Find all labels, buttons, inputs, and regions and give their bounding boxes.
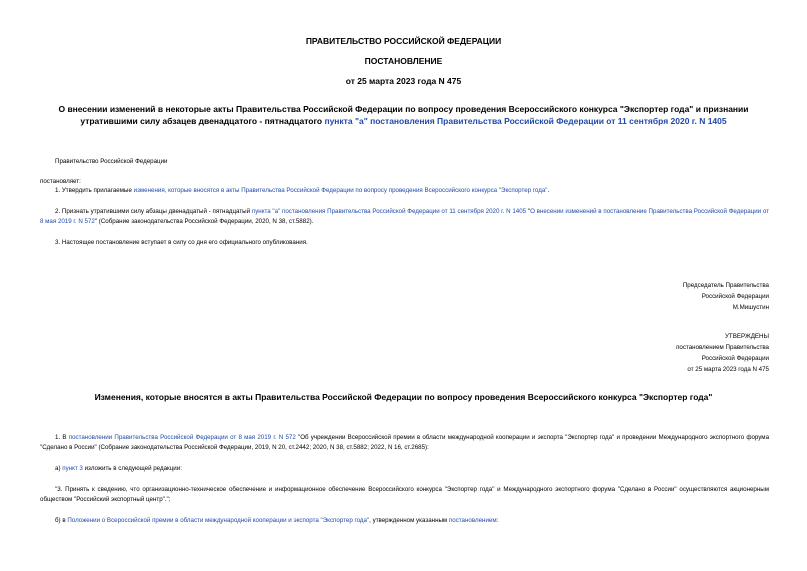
issuer-heading: ПРАВИТЕЛЬСТВО РОССИЙСКОЙ ФЕДЕРАЦИИ (305, 36, 502, 46)
approval-country: Российской Федерации (701, 355, 769, 362)
signature-position: Председатель Правительства (682, 282, 769, 289)
document-title (40, 103, 767, 127)
subitem-b-start: б) в (55, 517, 68, 524)
item-2 (40, 207, 769, 226)
title-text: О внесении изменений в некоторые акты Правительства Российской Федерации по вопросу проведения Всероссийского конкурса "Экспортер года" и признании утратившими силу абзацев двенадцатого - пятнадцатого (58, 104, 749, 126)
item-2-end: " (Собрание законодательства Российской Федерации, 2020, N 38, ст.5882). (94, 217, 314, 225)
subitem-b-text: , утвержденном указанным (369, 517, 449, 524)
changes-item-1-start: 1. В (55, 434, 69, 441)
changes-item-1 (40, 433, 769, 452)
approval-date: от 25 марта 2023 года N 475 (687, 366, 769, 373)
subitem-a-text: изложить в следующей редакции: (82, 465, 182, 472)
signature-block (683, 280, 769, 313)
resolves: постановляет: (40, 178, 81, 185)
item-2-link-2[interactable]: О внесении изменений в постановление Правительства Российской Федерации от 8 мая 2019 г. N 572 (40, 208, 769, 225)
approval-by: постановлением Правительства (676, 344, 769, 351)
item-1-link[interactable]: изменения, которые вносятся в акты Правительства Российской Федерации по вопросу проведения Всероссийского конкурса "Экспортер года" (133, 187, 548, 194)
document-type: ПОСТАНОВЛЕНИЕ (364, 56, 443, 66)
quoted-text: "3. Принять к сведению, что организационно-техническое обеспечение и информационное обеспечение Всероссийского конкурса "Экспортер года" и Международного экспортного форума "Сделано в России" осуществляются акционерным обществом "Российский экспортный центр"."; (40, 486, 769, 503)
approval-block (676, 331, 769, 375)
item-2-text: 2. Признать утратившими силу абзацы двенадцатый - пятнадцатый (55, 208, 252, 215)
signature-name: М.Мишустин (732, 304, 769, 311)
signature-country: Российской Федерации (701, 293, 769, 300)
item-1-text: 1. Утвердить прилагаемые (55, 187, 134, 194)
approval-label: УТВЕРЖДЕНЫ (725, 333, 769, 340)
subitem-b-link[interactable]: Положении о Всероссийской премии в области международной кооперации и экспорта "Экспортер года" (67, 517, 370, 524)
subitem-b (55, 516, 769, 526)
changes-item-1-link[interactable]: постановлении Правительства Российской Федерации от 8 мая 2019 г. N 572 (68, 434, 296, 441)
subitem-a (55, 464, 182, 474)
subitem-a-start: а) (55, 465, 63, 472)
preamble: Правительство Российской Федерации (55, 158, 168, 165)
item-3: 3. Настоящее постановление вступает в силу со дня его официального опубликования. (55, 239, 308, 246)
subitem-a-link[interactable]: пункт 3 (62, 465, 83, 472)
item-1 (55, 186, 769, 196)
item-2-sep: " (526, 208, 531, 215)
document-date-number: от 25 марта 2023 года N 475 (345, 76, 462, 86)
subitem-b-link-2[interactable]: постановлением (448, 517, 497, 524)
changes-item-1-text: "Об учреждении Всероссийской премии в области международной кооперации и экспорта "Экспортер года" и проведении Международного экспортного форума "Сделано в России" (Собрание законодательства Российской Федерации, 2019, N 20, ст.2442; 2020, N 38, ст.5882; 2022, N 16, ст.2685): (40, 434, 770, 451)
item-1-end: . (547, 187, 550, 194)
title-link[interactable]: пункта "а" постановления Правительства Российской Федерации от 11 сентября 2020 г. N 1405 (324, 116, 727, 126)
subitem-b-end: : (496, 517, 499, 524)
changes-title: Изменения, которые вносятся в акты Правительства Российской Федерации по вопросу проведения Всероссийского конкурса "Экспортер года" (94, 392, 713, 402)
item-2-link-1[interactable]: пункта "а" постановления Правительства Российской Федерации от 11 сентября 2020 г. N 1405 (251, 208, 527, 215)
